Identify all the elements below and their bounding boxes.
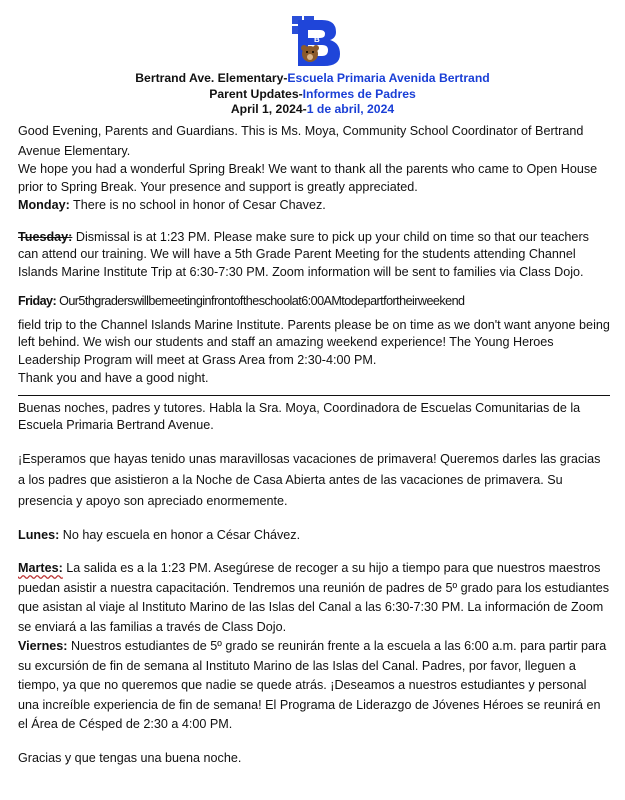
header-line-1 (0, 71, 625, 87)
header-title-es: Informes de Padres (302, 86, 416, 101)
tuesday-text: Dismissal is at 1:23 PM. Please make sure to pick up your child on time so that our teachers can attend our training. We will have a 5th Grade Parent Meeting for the students attending Channel Islands Marine Institute Trip at 6:30-7:30 PM. Zoom information will be sent to families via Class Dojo. (18, 229, 589, 279)
header-line-2 (0, 87, 625, 103)
spring-break-es: ¡Esperamos que hayas tenido unas maravillosas vacaciones de primavera! Queremos darles las gracias a los padres que asistieron a la Noche de Casa Abierta antes de las vacaciones de primavera. Su presencia y apoyo son apreciado enormemente. (18, 451, 601, 508)
closing-en: Thank you and have a good night. (18, 371, 209, 385)
logo-letter: B (314, 35, 320, 44)
closing-es: Gracias y que tengas una buena noche. (18, 750, 242, 765)
intro-en: Good Evening, Parents and Guardians. This is Ms. Moya, Community School Coordinator of Bertrand Avenue Elementary. (18, 124, 584, 158)
header-school-es: Escuela Primaria Avenida Bertrand (287, 71, 490, 85)
newsletter-header (0, 71, 625, 118)
tuesday-notice (18, 229, 610, 282)
viernes-text: Nuestros estudiantes de 5º grado se reunirán frente a la escuela a las 6:00 a.m. para partir para su excursión de fin de semana al Instituto Marino de las Islas del Canal. Padres, por favor, lleguen a tiempo, ya que no queremos que nadie se quede atrás. ¡Deseamos a nuestros estudiantes y personal una increíble experiencia de fin de semana! El Programa de Liderazgo de Jóvenes Héroes se reunirá en el Área de Césped de 2:30 a 4:00 PM. (18, 639, 607, 731)
school-logo-bear-icon (290, 12, 342, 68)
header-line-3 (0, 102, 625, 118)
monday-notice (18, 196, 610, 216)
lunes-text: No hay escuela en honor a César Chávez. (59, 527, 301, 542)
header-date-en: April 1, 2024- (230, 102, 307, 117)
friday-continued: field trip to the Channel Islands Marine Institute. Parents please be on time as we don't want anyone being left behind. We wish our students and staff an amazing weekend experience! The Young Heroes Leadership Program will meet at Grass Area from 2:30-4:00 PM. (18, 317, 610, 367)
monday-text: There is no school in honor of Cesar Chavez. (69, 198, 326, 212)
martes-notice (18, 559, 610, 637)
header-title-en: Parent Updates- (209, 86, 303, 101)
lunes-label: Lunes: (18, 527, 60, 542)
friday-first-line (18, 294, 464, 308)
intro-es: Buenas noches, padres y tutores. Habla la Sra. Moya, Coordinadora de Escuelas Comunitarias de la Escuela Primaria Bertrand Avenue. (18, 400, 581, 432)
newsletter-body (18, 122, 610, 768)
friday-line1: Our5thgraderswillbemeetinginfrontoftheschoolat6:00AMtodepartfortheirweekend (56, 294, 465, 308)
friday-notice (18, 293, 610, 311)
spring-break-en: We hope you had a wonderful Spring Break! We want to thank all the parents who came to Open House prior to Spring Break. Your presence and support is greatly appreciated. (18, 162, 598, 194)
martes-label: Martes: (18, 561, 63, 575)
friday-label: Friday: (18, 294, 57, 308)
monday-label: Monday: (18, 198, 70, 212)
tuesday-label: Tuesday: (18, 229, 73, 244)
martes-text: La salida es a la 1:23 PM. Asegúrese de recoger a su hijo a tiempo para que nuestros maestros puedan asistir a nuestra capacitación. Tendremos una reunión de padres de 5º grado para los estudiantes que asistan al viaje al Instituto Marino de las Islas del Canal a las 6:30-7:30 PM. La información de Zoom se enviará a las familias a través de Class Dojo. (18, 561, 610, 634)
section-divider (18, 395, 610, 396)
school-logo (290, 12, 342, 68)
viernes-label: Viernes: (18, 639, 68, 653)
viernes-notice (18, 637, 610, 735)
header-school-en: Bertrand Ave. Elementary- (135, 71, 288, 85)
lunes-notice (18, 526, 610, 546)
header-date-es: 1 de abril, 2024 (306, 102, 395, 117)
